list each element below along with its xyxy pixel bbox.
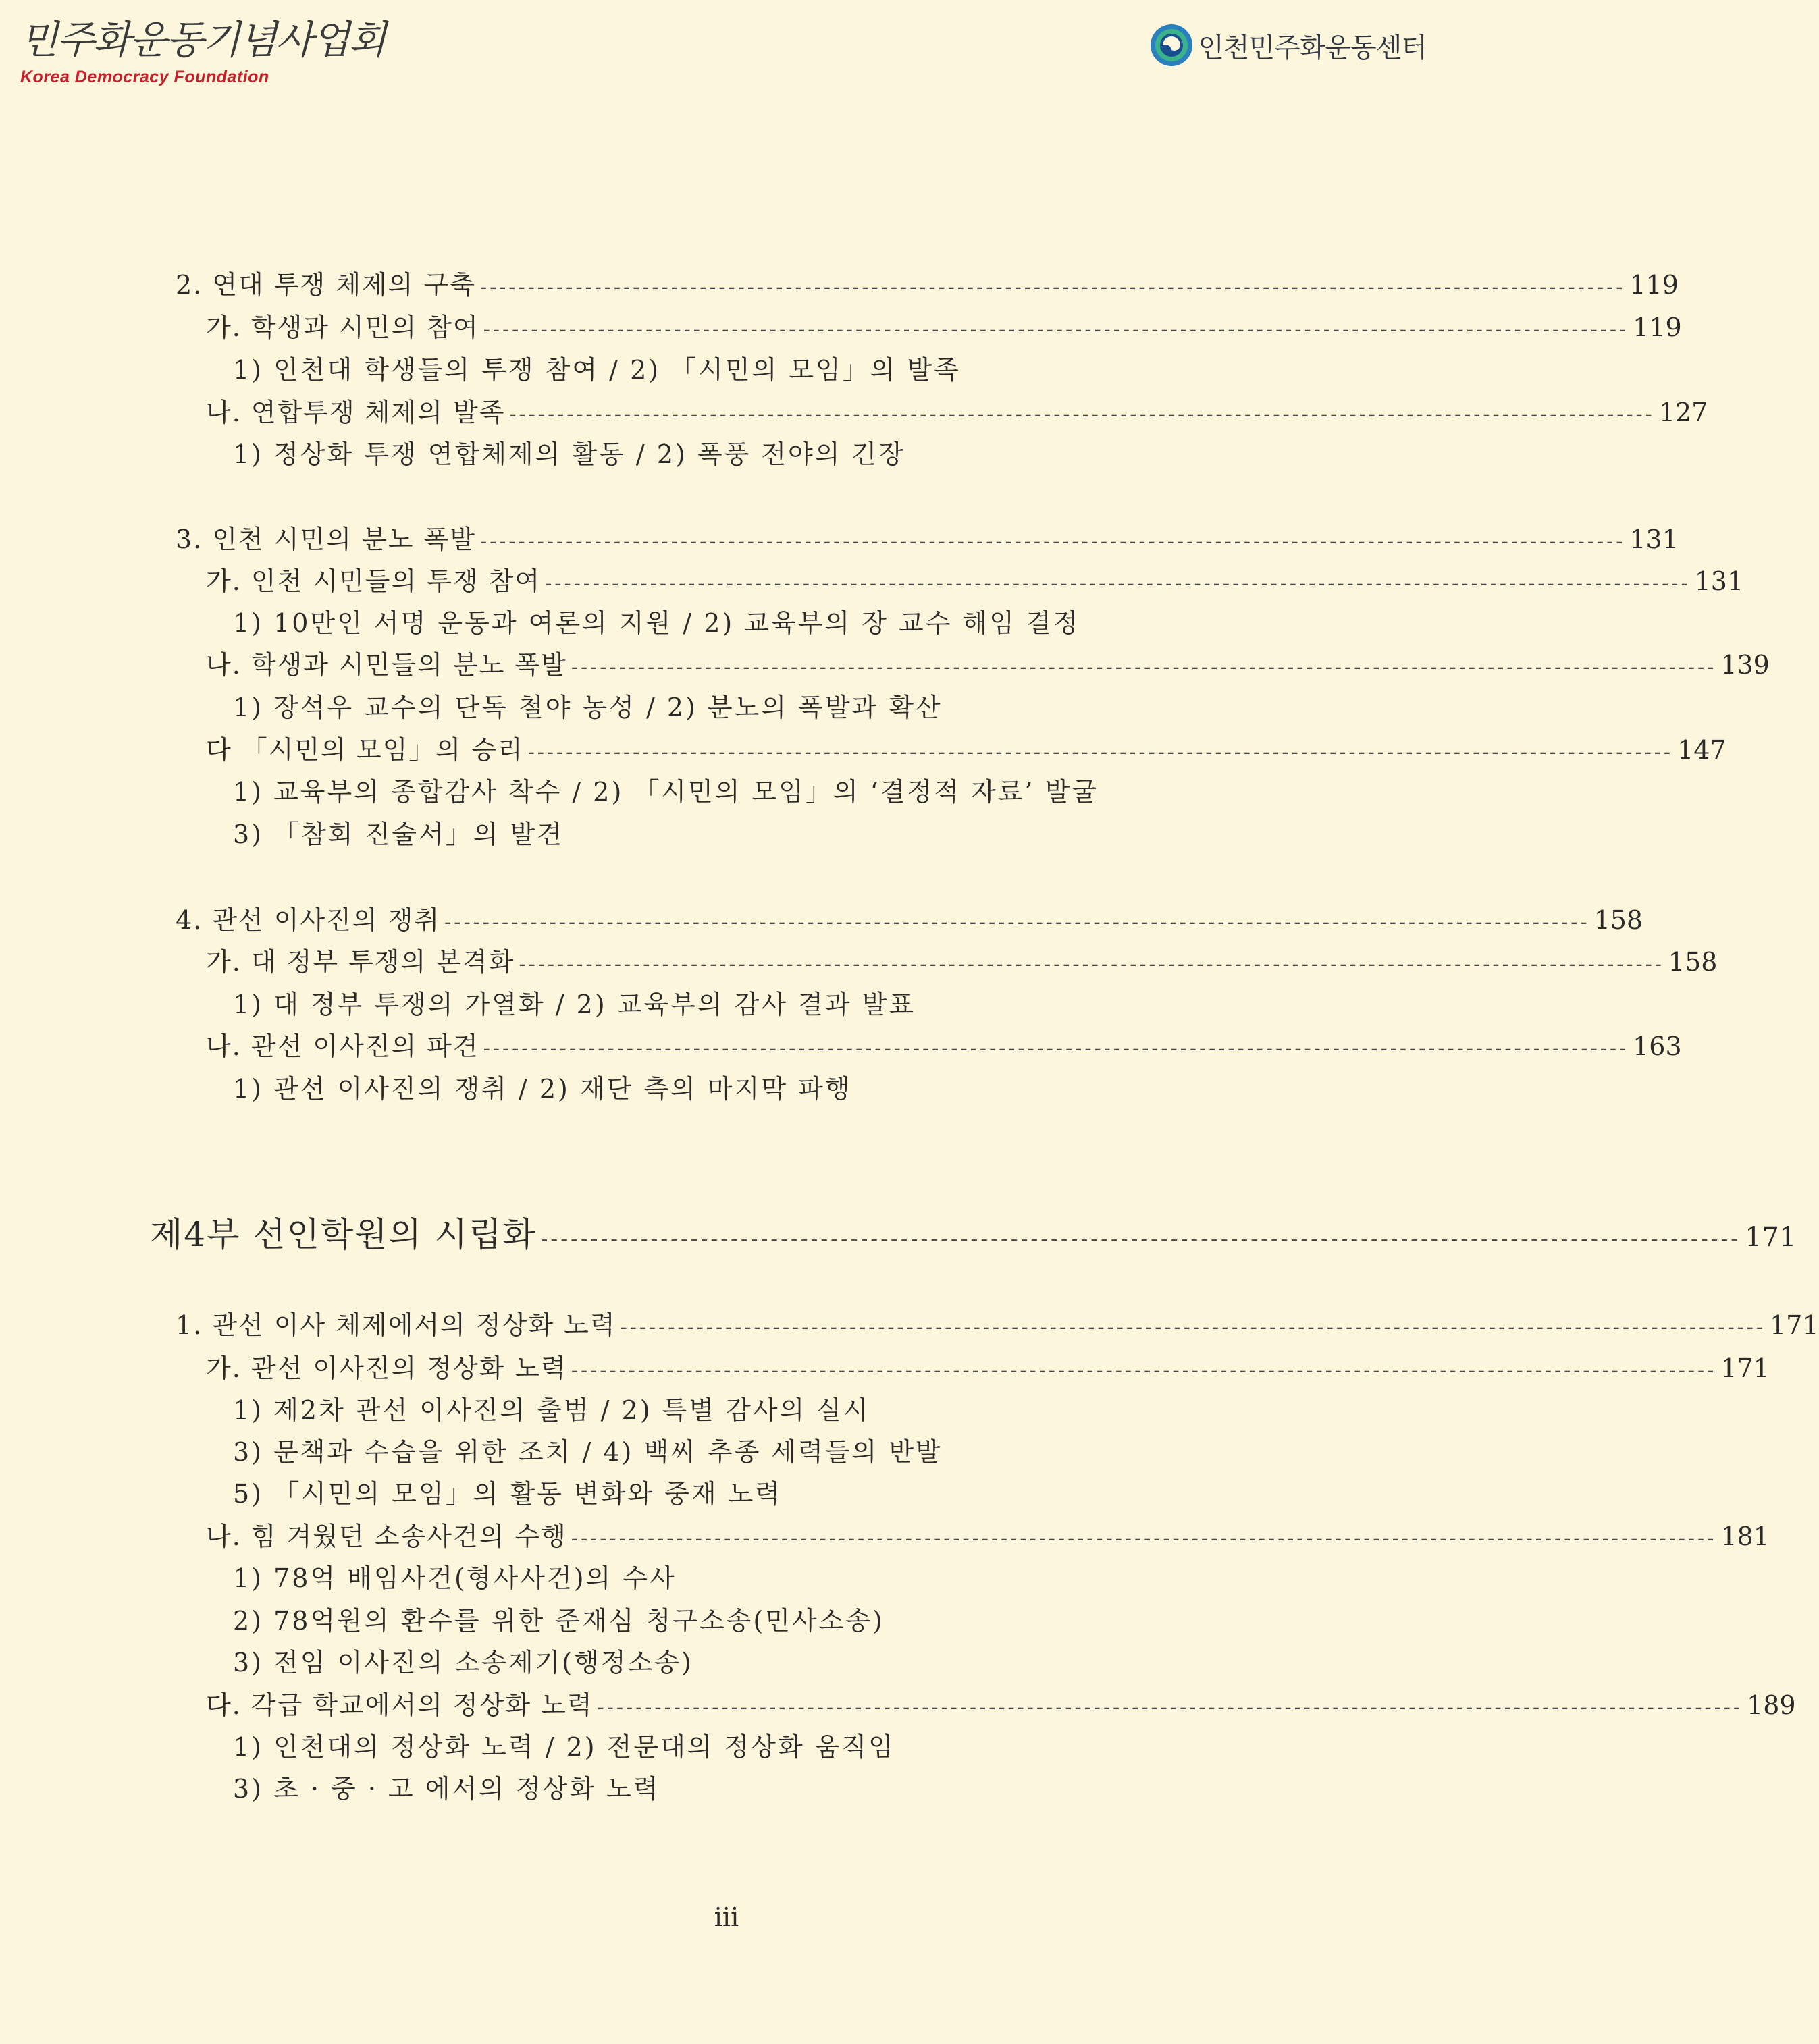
toc-entry-page: 158: [1593, 905, 1643, 935]
leader-dashes: ------------------------------------------------------------------------------------------------------------------------: [479, 530, 1626, 554]
toc-subentry: 1) 정상화 투쟁 연합체제의 활동 / 2) 폭풍 전야의 긴장: [233, 439, 905, 469]
leader-dashes: ------------------------------------------------------------------------------------------------------------------------: [540, 1226, 1741, 1252]
toc-subentry: 1) 인천대의 정상화 노력 / 2) 전문대의 정상화 움직임: [233, 1732, 895, 1762]
toc-entry-page: 171: [1745, 1222, 1797, 1253]
logo-korean-name: 민주화운동기념사업회: [20, 17, 386, 63]
leader-dashes: ------------------------------------------------------------------------------------------------------------------------: [479, 275, 1626, 299]
toc-entry: [176, 905, 1643, 935]
leader-dashes: ------------------------------------------------------------------------------------------------------------------------: [519, 952, 1664, 976]
leader-dashes: ------------------------------------------------------------------------------------------------------------------------: [483, 1037, 1629, 1060]
toc-entry-page: 119: [1629, 270, 1679, 300]
toc-entry: [176, 525, 1679, 554]
toc-entry-title: 가. 학생과 시민의 참여: [206, 313, 479, 342]
toc-subentry: 1) 인천대 학생들의 투쟁 참여 / 2) 「시민의 모임」의 발족: [233, 355, 961, 385]
leader-dashes: ------------------------------------------------------------------------------------------------------------------------: [483, 318, 1629, 342]
toc-entry-page: 181: [1720, 1522, 1770, 1551]
toc-entry-title: 나. 학생과 시민들의 분노 폭발: [206, 650, 567, 680]
toc-subentry: 1) 제2차 관선 이사진의 출범 / 2) 특별 감사의 실시: [233, 1395, 870, 1425]
toc-entry: [206, 313, 1682, 342]
logo-english-name: Korea Democracy Foundation: [20, 68, 269, 86]
page-number: iii: [714, 1902, 739, 1932]
toc-entry-page: 171: [1720, 1353, 1770, 1383]
korea-democracy-foundation-logo: [20, 17, 386, 87]
toc-entry: [206, 735, 1726, 765]
toc-entry-page: 163: [1633, 1031, 1682, 1061]
toc-part-entry: [150, 1215, 1797, 1254]
toc-entry-title: 나. 힘 겨웠던 소송사건의 수행: [206, 1522, 567, 1551]
toc-entry-title: 다 「시민의 모임」의 승리: [206, 735, 524, 765]
toc-entry-title: 4. 관선 이사진의 쟁취: [176, 905, 441, 935]
leader-dashes: ------------------------------------------------------------------------------------------------------------------------: [571, 1359, 1717, 1382]
toc-entry: [206, 1690, 1796, 1720]
toc-entry: [206, 1522, 1770, 1551]
toc-entry-title: 가. 인천 시민들의 투쟁 참여: [206, 566, 542, 596]
toc-entry-title: 나. 관선 이사진의 파견: [206, 1031, 479, 1061]
leader-dashes: ------------------------------------------------------------------------------------------------------------------------: [444, 911, 1590, 934]
toc-entry-page: 131: [1629, 525, 1679, 554]
toc-subentry: 1) 장석우 교수의 단독 철야 농성 / 2) 분노의 폭발과 확산: [233, 693, 943, 722]
toc-part-title: 제4부 선인학원의 시립화: [150, 1215, 537, 1254]
toc-subentry: 5) 「시민의 모임」의 활동 변화와 중재 노력: [233, 1479, 783, 1509]
toc-entry-page: 127: [1658, 398, 1708, 427]
leader-dashes: ------------------------------------------------------------------------------------------------------------------------: [571, 1527, 1717, 1551]
toc-subentry: 3) 문책과 수습을 위한 조치 / 4) 백씨 추종 세력들의 반발: [233, 1437, 943, 1467]
toc-entry: [206, 1353, 1770, 1383]
toc-entry-page: 131: [1694, 566, 1744, 596]
toc-subentry: 2) 78억원의 환수를 위한 준재심 청구소송(민사소송): [233, 1606, 885, 1636]
toc-entry-page: 139: [1720, 650, 1770, 680]
toc-entry: [206, 650, 1770, 680]
circular-seal-icon: [1149, 23, 1194, 68]
toc-subentry: 1) 교육부의 종합감사 착수 / 2) 「시민의 모임」의 ‘결정적 자료’ 발굴: [233, 777, 1099, 807]
toc-entry: [206, 947, 1718, 977]
toc-subentry: 3) 초 · 중 · 고 에서의 정상화 노력: [233, 1774, 660, 1804]
leader-dashes: ------------------------------------------------------------------------------------------------------------------------: [545, 572, 1691, 595]
incheon-center-logo: [1149, 23, 1427, 68]
toc-subentry: 1) 대 정부 투쟁의 가열화 / 2) 교육부의 감사 결과 발표: [233, 990, 916, 1019]
toc-entry-title: 다. 각급 학교에서의 정상화 노력: [206, 1690, 594, 1720]
toc-entry-title: 1. 관선 이사 체제에서의 정상화 노력: [176, 1310, 616, 1340]
toc-entry-page: 171: [1769, 1310, 1819, 1340]
toc-subentry: 3) 「참회 진술서」의 발견: [233, 819, 564, 849]
toc-subentry: 1) 관선 이사진의 쟁취 / 2) 재단 측의 마지막 파행: [233, 1074, 852, 1104]
toc-entry: [176, 1310, 1819, 1340]
leader-dashes: ------------------------------------------------------------------------------------------------------------------------: [509, 403, 1655, 427]
toc-entry-page: 158: [1668, 947, 1718, 977]
toc-entry: [176, 270, 1679, 300]
toc-subentry: 1) 78억 배임사건(형사사건)의 수사: [233, 1563, 677, 1593]
toc-entry-title: 2. 연대 투쟁 체제의 구축: [176, 270, 476, 300]
toc-entry-page: 189: [1747, 1690, 1796, 1720]
toc-subentry: 1) 10만인 서명 운동과 여론의 지원 / 2) 교육부의 장 교수 해임 결정: [233, 608, 1080, 638]
toc-entry: [206, 566, 1744, 596]
toc-entry: [206, 398, 1708, 427]
toc-entry-page: 119: [1633, 313, 1682, 342]
toc-entry-title: 가. 대 정부 투쟁의 본격화: [206, 947, 515, 977]
leader-dashes: ------------------------------------------------------------------------------------------------------------------------: [527, 741, 1674, 764]
toc-entry-title: 가. 관선 이사진의 정상화 노력: [206, 1353, 567, 1383]
leader-dashes: ------------------------------------------------------------------------------------------------------------------------: [620, 1316, 1766, 1339]
leader-dashes: ------------------------------------------------------------------------------------------------------------------------: [571, 655, 1717, 679]
toc-entry-title: 3. 인천 시민의 분노 폭발: [176, 525, 476, 554]
leader-dashes: ------------------------------------------------------------------------------------------------------------------------: [597, 1696, 1743, 1719]
toc-entry: [206, 1031, 1682, 1061]
toc-subentry: 3) 전임 이사진의 소송제기(행정소송): [233, 1648, 693, 1677]
toc-entry-title: 나. 연합투쟁 체제의 발족: [206, 398, 506, 427]
toc-entry-page: 147: [1677, 735, 1726, 765]
center-name: 인천민주화운동센터: [1198, 32, 1427, 63]
